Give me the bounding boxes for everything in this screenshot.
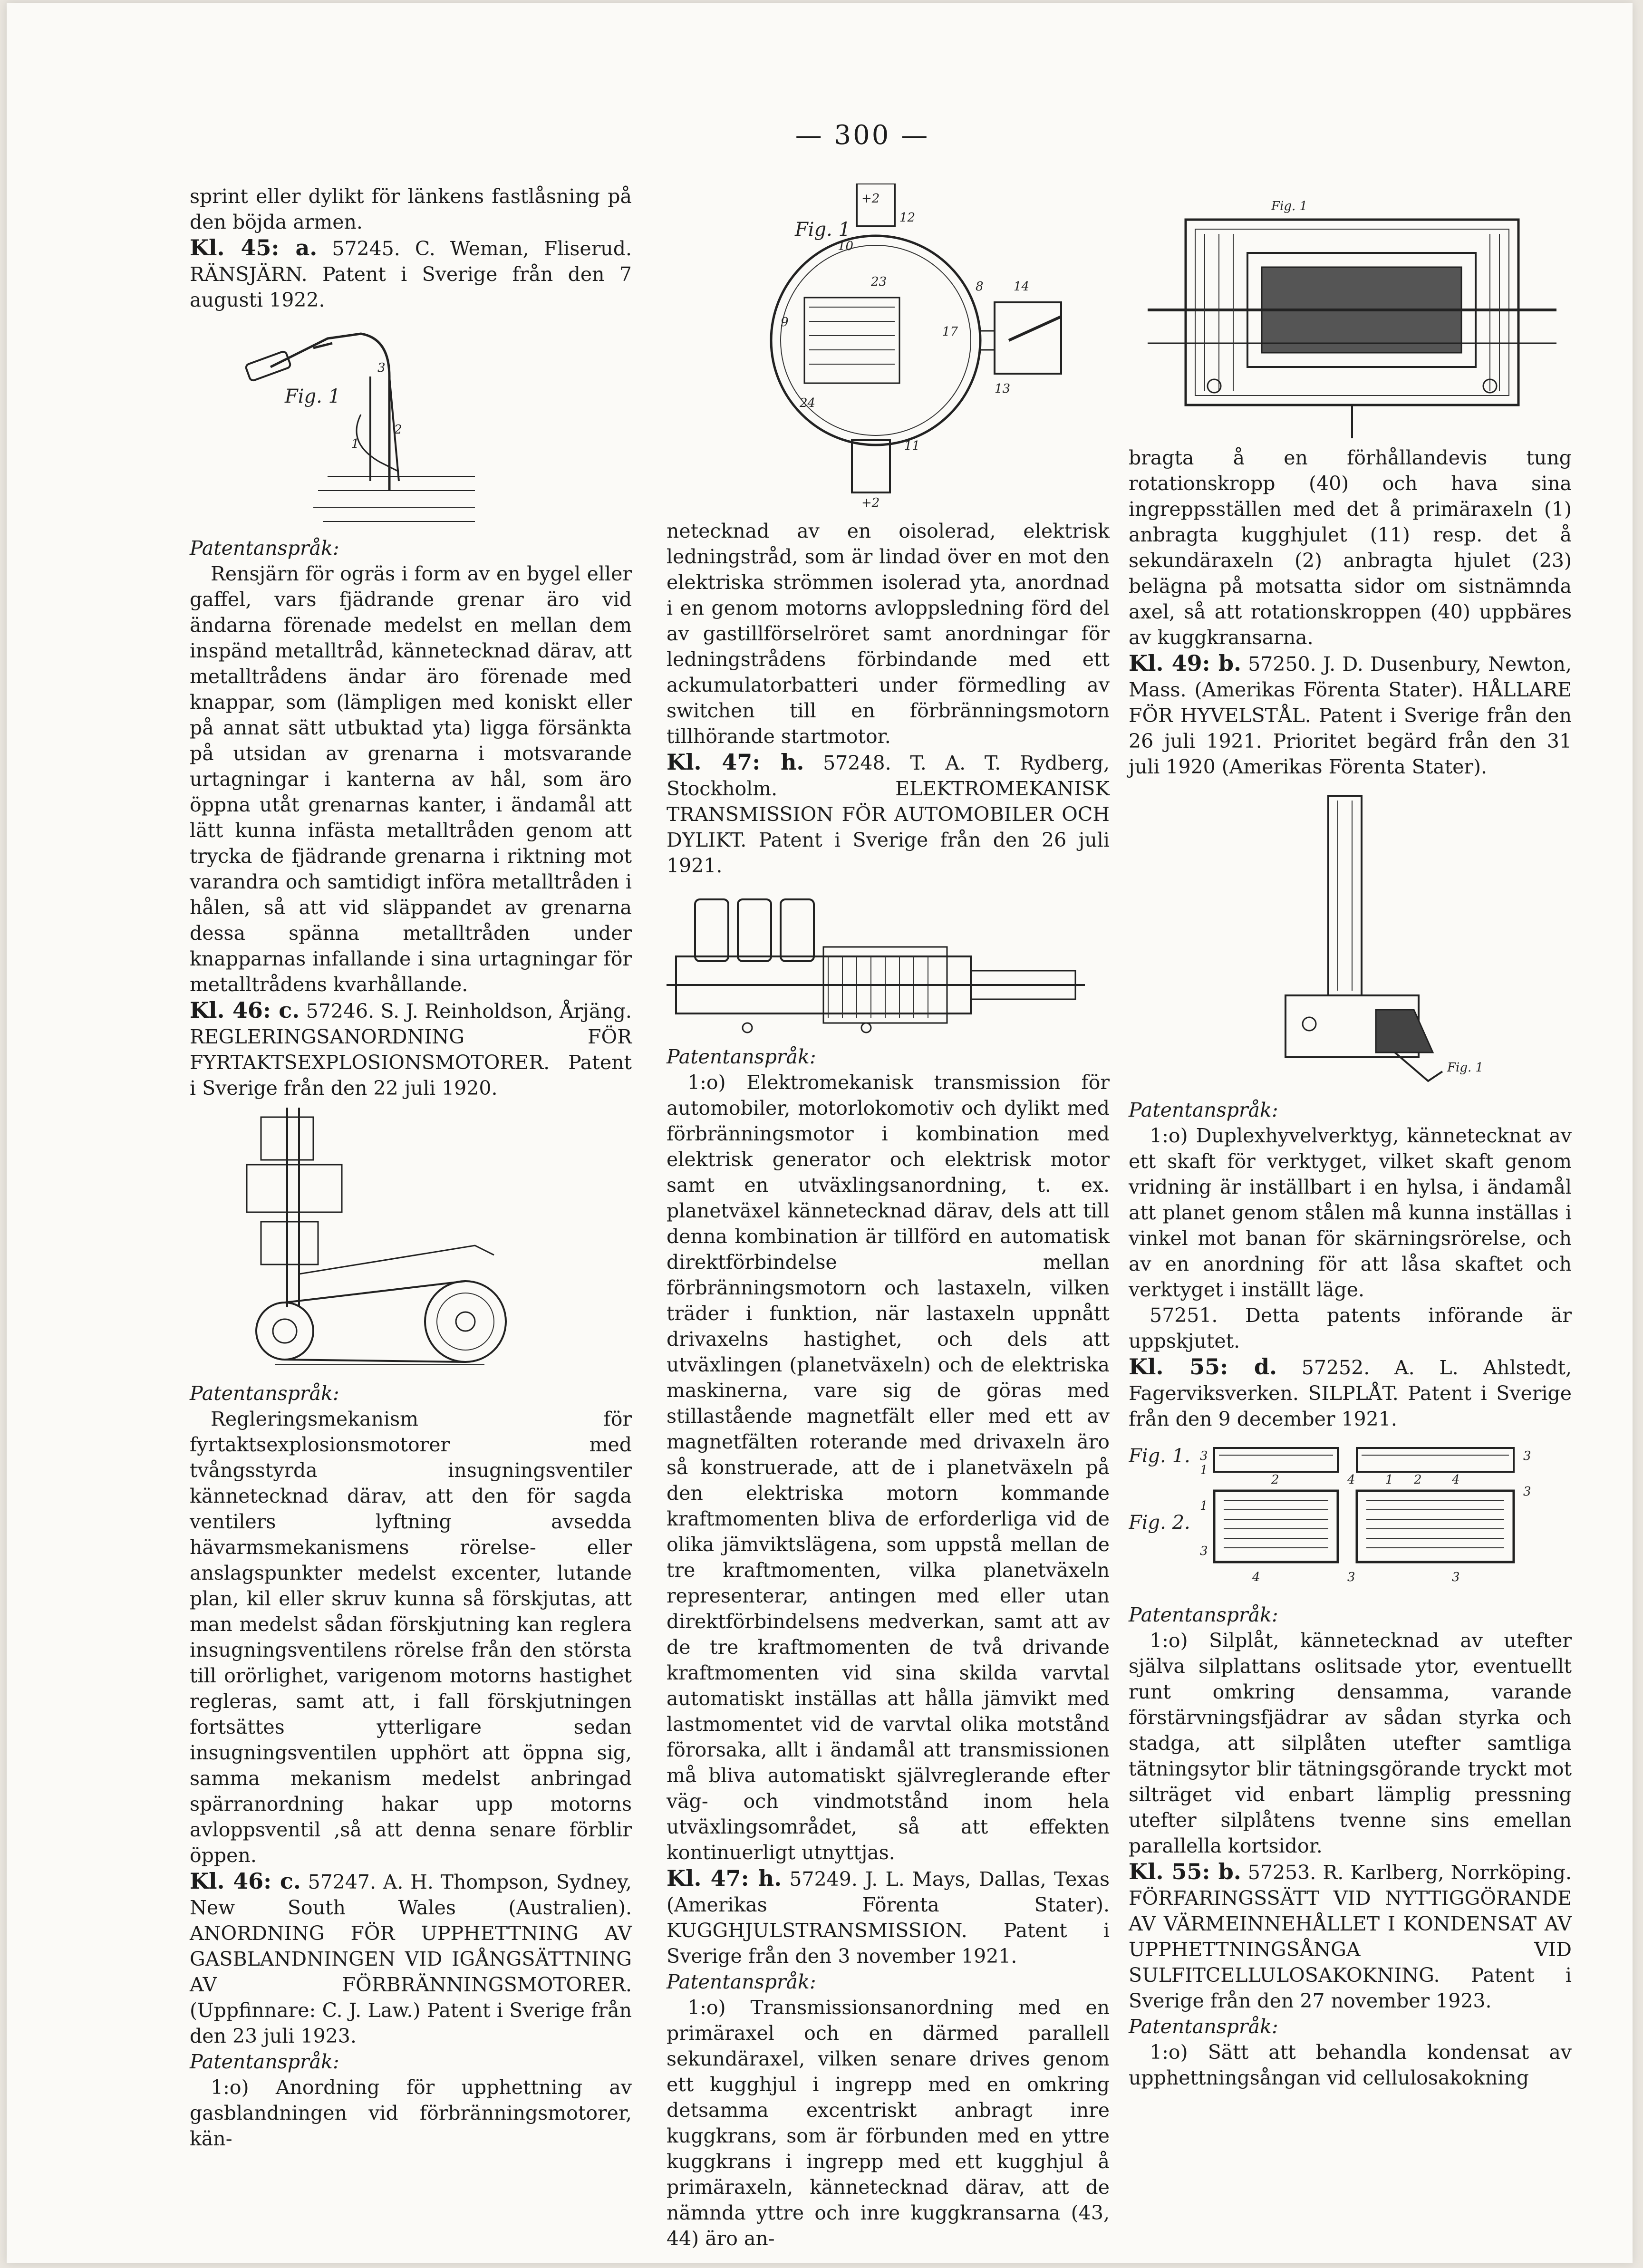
svg-text:24: 24 xyxy=(800,396,816,410)
patent-entry-57246 xyxy=(190,997,632,1101)
entry-text: 57246. S. J. Reinholdson, Årjäng. REGLERINGSANORDNING FÖR FYRTAKTSEXPLOSIONSMOTORER. Patent i Sverige från den 22 juli 1920. xyxy=(190,1000,632,1100)
patent-entry-57247 xyxy=(190,1868,632,2049)
svg-text:13: 13 xyxy=(995,382,1011,396)
entry-text: 57253. R. Karlberg, Norrköping. FÖRFARINGSSÄTT VID NYTTIGGÖRANDE AV VÄRMEINNEHÅLLET I KONDENSAT AV UPPHETTNINGSÅNGA VID SULFITCELLULOSAKOKNING. Patent i Sverige från den 27 november 1923. xyxy=(1129,1861,1572,2012)
svg-text:3: 3 xyxy=(1452,1570,1460,1584)
svg-text:+2: +2 xyxy=(861,496,880,510)
svg-text:1: 1 xyxy=(1200,1499,1208,1513)
svg-text:3: 3 xyxy=(1200,1449,1208,1463)
figure-regulating-mechanism xyxy=(190,1108,532,1374)
svg-text:23: 23 xyxy=(871,275,887,289)
claims-label: Patentanspråk: xyxy=(1129,2015,1278,2038)
entry-text: 57252. A. L. Ahlstedt, Fagerviksverken. SILPLÅT. Patent i Sverige från den 9 december 1921. xyxy=(1129,1356,1572,1430)
fig-label: Fig. 1 xyxy=(1271,199,1308,213)
claim-text: 1:o) Duplexhyvelverktyg, kännetecknat av ett skaft för verktyget, vilket skaft genom vridning är inställbart i en hylsa, i ändamål att planet genom stålen må kunna inställas i vinkel mot banan för skärningsrörelse, och av en anordning för att låsa skaftet och verktyget i inställt läge. xyxy=(1129,1124,1572,1301)
class-label: Kl. 47: h. xyxy=(667,749,804,775)
class-label: Kl. 46: c. xyxy=(190,1868,301,1894)
fig1-label: Fig. 1. xyxy=(1129,1445,1190,1467)
svg-text:3: 3 xyxy=(1523,1485,1531,1499)
figure-gear-transmission xyxy=(1129,182,1571,438)
svg-text:17: 17 xyxy=(942,325,958,339)
svg-text:4: 4 xyxy=(1252,1570,1260,1584)
svg-text:3: 3 xyxy=(1347,1570,1355,1584)
claims-label: Patentanspråk: xyxy=(667,1970,816,1993)
fig2-label: Fig. 2. xyxy=(1129,1512,1190,1534)
svg-text:3: 3 xyxy=(1523,1449,1531,1463)
entry-text: 57248. T. A. T. Rydberg, Stockholm. ELEKTROMEKANISK TRANSMISSION FÖR AUTOMOBILER OCH DYLIKT. Patent i Sverige från den 26 juli 1921. xyxy=(667,752,1110,877)
column-right xyxy=(1129,182,1572,2091)
svg-text:2: 2 xyxy=(394,423,402,437)
patent-entry-57250 xyxy=(1129,650,1572,780)
svg-text:1: 1 xyxy=(1385,1473,1393,1487)
class-label: Kl. 45: a. xyxy=(190,235,318,261)
patent-entry-57252 xyxy=(1129,1354,1572,1432)
fig-label: Fig. 1 xyxy=(285,386,341,407)
svg-text:+2: +2 xyxy=(861,192,880,206)
continued-text: netecknad av en oisolerad, elektrisk ledningstråd, som är lindad över en mot den elektriska strömmen isolerad yta, anordnad i en genom motorns avloppsledning förd del av gastillförselröret samt anordningar för ledningstrådens förbindande med ett ackumulatorbatteri under förmedling av switchen till en förbränningsmotorn tillhörande startmotor. xyxy=(667,520,1110,748)
class-label: Kl. 49: b. xyxy=(1129,650,1241,676)
claims-label: Patentanspråk: xyxy=(1129,1603,1278,1626)
column-left xyxy=(190,183,632,2152)
class-label: Kl. 47: h. xyxy=(667,1865,782,1891)
svg-text:9: 9 xyxy=(781,315,789,329)
claim-text: 1:o) Elektromekanisk transmission för automobiler, motorlokomotiv och dylikt med förbränningsmotor i kombination med elektrisk generator och elektrisk motor samt en utväxlingsanordning, t. ex. planetväxel kännetecknad därav, dels att till denna kombination är tillförd en automatisk direktförbindelse mellan förbränningsmotorn och lastaxeln, vilken träder i funktion, när lastaxeln uppnått drivaxelns hastighet, och dels att utväxlingen (planetväxeln) och de elektriska maskinerna, vare sig de göras med stillastående magnetfält eller med ett av magnetfälten roterande med drivaxeln äro så konstruerade, att de i planetväxeln på den elektriska motorn kommande kraftmomenten bliva de erforderliga vid de olika jämviktslägena, som uppstå mellan de tre kraftmomenten, vilka planetväxeln representerar, antingen med eller utan direktförbindelsens medverkan, samt att av de tre kraftmomenten de två drivande kraftmomenten vid sina skilda varvtal automatiskt inställas att hålla jämvikt med lastmomentet vid de varvtal olika motstånd förorsaka, allt i ändamål att transmissionen må bliva automatiskt självreglerande efter väg- och vindmotstånd inom hela utväxlingsområdet, så att effekten kontinuerligt utnyttjas. xyxy=(667,1071,1110,1864)
claim-text: 1:o) Transmissionsanordning med en primäraxel och en därmed parallell sekundäraxel, vilken senare drives genom ett kugghjul i ingrepp med en omkring detsamma excentriskt anbragt inre kuggkrans, som är förbunden med en yttre kuggkrans i ingrepp med ett kugghjul å primäraxeln, kännetecknad därav, att de nämnda yttre och inre kuggkransarna (43, 44) äro an- xyxy=(667,1996,1110,2250)
patent-entry-57248 xyxy=(667,749,1110,878)
column-middle xyxy=(667,183,1110,2251)
deferred-note: 57251. Detta patents införande är uppskjutet. xyxy=(1129,1304,1572,1352)
claim-text: 1:o) Anordning för upphettning av gasblandningen vid förbränningsmotorer, kän- xyxy=(190,2076,632,2150)
svg-text:4: 4 xyxy=(1452,1473,1460,1487)
figure-transmission xyxy=(667,885,1094,1037)
svg-text:10: 10 xyxy=(838,239,854,253)
class-label: Kl. 46: c. xyxy=(190,997,300,1023)
entry-text: 57249. J. L. Mays, Dallas, Texas (Amerikas Förenta Stater). KUGGHJULSTRANSMISSION. Patent i Sverige från den 3 november 1921. xyxy=(667,1868,1110,1968)
entry-text: 57245. C. Weman, Fliserud. RÄNSJÄRN. Patent i Sverige från den 7 augusti 1922. xyxy=(190,237,632,311)
claim-text: 1:o) Silplåt, kännetecknad av utefter själva silplattans oslitsade ytor, eventuellt runt omkring densamma, varande förstärvningsfjädrar av sådan styrka och stadga, att silplåten utefter samtliga tätningsytor blir tätningsgörande tryckt mot silträget vid enbart lämplig pressning utefter silplåtens tvenne sins emellan parallella kortsidor. xyxy=(1129,1629,1572,1857)
class-label: Kl. 55: b. xyxy=(1129,1859,1241,1884)
claims-label: Patentanspråk: xyxy=(190,537,339,560)
handle-grip xyxy=(245,351,291,382)
svg-text:2: 2 xyxy=(1414,1473,1422,1487)
class-label: Kl. 55: d. xyxy=(1129,1354,1277,1380)
claims-label: Patentanspråk: xyxy=(667,1045,816,1068)
claim-text: 1:o) Sätt att behandla kondensat av upphettningsångan vid cellulosakokning xyxy=(1129,2041,1572,2089)
page-sheet xyxy=(7,3,1633,2263)
svg-text:14: 14 xyxy=(1014,280,1030,294)
figure-weeder xyxy=(190,319,475,529)
figure-tool-holder xyxy=(1129,786,1556,1091)
figure-sieve-plate xyxy=(1129,1438,1556,1595)
svg-text:1: 1 xyxy=(351,437,359,451)
entry-text: 57250. J. D. Dusenbury, Newton, Mass. (Amerikas Förenta Stater). HÅLLARE FÖR HYVELSTÅL. Patent i Sverige från den 26 juli 1921. Prioritet begärd från den 31 juli 1920 (Amerikas Förenta Stater). xyxy=(1129,653,1572,778)
fig-label: Fig. 1 xyxy=(1447,1061,1484,1075)
svg-text:11: 11 xyxy=(904,439,920,453)
svg-text:12: 12 xyxy=(899,211,916,225)
intro-text: sprint eller dylikt för länkens fastlåsning på den böjda armen. xyxy=(190,185,632,233)
patent-entry-57253 xyxy=(1129,1859,1572,2014)
continued-text: bragta å en förhållandevis tung rotationskropp (40) och hava sina ingreppsställen med det å primäraxeln (1) anbragta kugghjulet (11) resp. det å sekundäraxeln (2) anbragta hjulet (23) belägna på motsatta sidor om sistnämnda axel, så att rotationskroppen (40) uppbäres av kuggkransarna. xyxy=(1129,446,1572,649)
claims-label: Patentanspråk: xyxy=(190,2050,339,2073)
patent-entry-57245 xyxy=(190,235,632,313)
svg-text:1: 1 xyxy=(1200,1463,1208,1477)
patent-entry-57249 xyxy=(667,1865,1110,1969)
figure-gas-heater xyxy=(728,183,1090,512)
claims-label: Patentanspråk: xyxy=(1129,1099,1278,1121)
page-number: — 300 — xyxy=(795,120,930,151)
svg-text:2: 2 xyxy=(1271,1473,1279,1487)
svg-text:4: 4 xyxy=(1347,1473,1355,1487)
entry-text: 57247. A. H. Thompson, Sydney, New South Wales (Australien). ANORDNING FÖR UPPHETTNING AV GASBLANDNINGEN VID IGÅNGSÄTTNING AV FÖRBRÄNNINGSMOTORER. (Uppfinnare: C. J. Law.) Patent i Sverige från den 23 juli 1923. xyxy=(190,1871,632,2047)
fig-label: Fig. 1 xyxy=(795,219,851,241)
claim-text: Regleringsmekanism för fyrtaktsexplosionsmotorer med tvångsstyrda insugningsventiler kännetecknad därav, att den för sagda ventilers lyftning avsedda hävarmsmekanismens rörelse- eller anslagspunkter medelst excenter, lutande plan, kil eller skruv kunna så förskjutas, att man medelst sådan förskjutning kan reglera insugningsventilens rörelse från den största till orörlighet, varigenom motorns hastighet regleras, samt att, i fall förskjutningen fortsättes ytterligare sedan insugningsventilen upphört att öppna sig, samma mekanism medelst anbringad spärranordning hakar upp motorns avloppsventil ,så att denna senare förblir öppen. xyxy=(190,1408,632,1867)
claim-text: Rensjärn för ogräs i form av en bygel eller gaffel, vars fjädrande grenar äro vid ändarna förenade medelst en mellan dem inspänd metalltråd, kännetecknad därav, att metalltrådens ändar äro förenade med knappar, som (lämpligen med koniskt eller på annat sätt utbuktad yta) ligga försänkta på utsidan av grenarna i motsvarande urtagningar i kanterna av hål, som äro öppna utåt grenarnas kanter, i ändamål att lätt kunna infästa metalltråden genom att trycka de fjädrande grenarna i riktning mot varandra och samtidigt införa metalltråden i hålen, så att vid släppandet av grenarna dessa spänna metalltråden under knapparnas infallande i sina urtagningar för metalltrådens kvarhållande. xyxy=(190,562,632,996)
claims-label: Patentanspråk: xyxy=(190,1382,339,1405)
svg-text:3: 3 xyxy=(377,361,386,375)
svg-text:3: 3 xyxy=(1200,1544,1208,1558)
svg-text:8: 8 xyxy=(976,280,984,294)
